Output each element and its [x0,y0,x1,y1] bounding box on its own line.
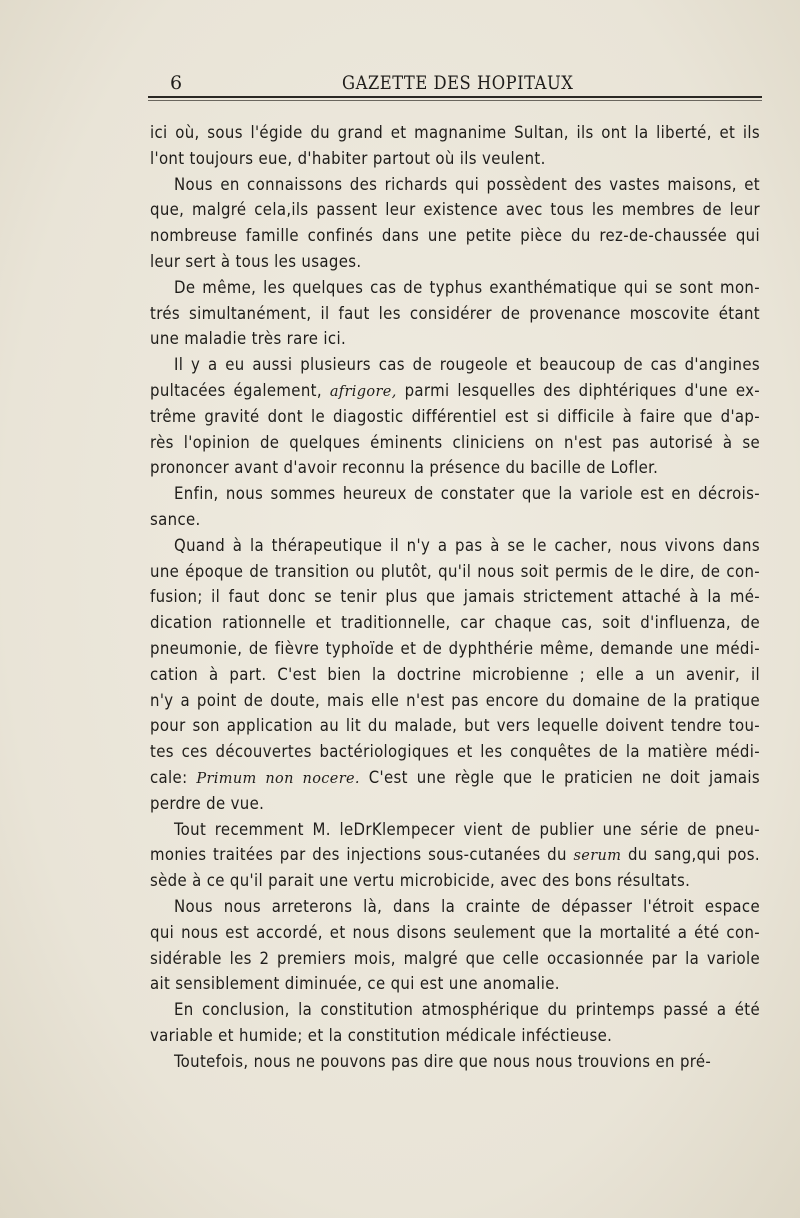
text-line: De même, les quelques cas de typhus exanthématique qui se sont mon- [174,277,760,297]
text-line: une époque de transition ou plutôt, qu'il nous soit permis de le dire, de con- [150,561,760,581]
text-line: leur sert à tous les usages. [150,251,362,271]
text-line: rès l'opinion de quelques éminents cliniciens on n'est pas autorisé à se [150,432,760,452]
text-line: dication rationnelle et traditionnelle, car chaque cas, soit d'influenza, de [150,613,760,633]
text-line: sède à ce qu'il parait une vertu microbicide, avec des bons résultats. [150,871,691,891]
running-title: GAZETTE DES HOPITAUX [342,72,574,94]
text-line: ici où, sous l'égide du grand et magnanime Sultan, ils ont la liberté, et ils [150,123,760,142]
text-line: Toutefois, nous ne pouvons pas dire que nous nous trouvions en pré- [174,1051,712,1071]
text-line: n'y a point de doute, mais elle n'est pas encore du domaine de la pratique [150,690,760,710]
text-line: Il y a eu aussi plusieurs cas de rougeole et beaucoup de cas d'angines [174,355,760,375]
text-line: Nous en connaissons des richards qui possèdent des vastes maisons, et [174,174,760,194]
text-line: tes ces découvertes bactériologiques et les conquêtes de la matière médi- [150,742,760,762]
text-line: pour son application au lit du malade, but vers lequelle doivent tendre tou- [150,716,760,736]
italic-term: Primum non nocere. [196,770,360,787]
text-line: Enfin, nous sommes heureux de constater que la variole est en décrois- [174,484,760,504]
text-line: nombreuse famille confinés dans une petite pièce du rez-de-chaussée qui [150,226,760,246]
text-line: une maladie très rare ici. [150,329,347,349]
page-number: 6 [170,72,183,94]
text-line: trés simultanément, il faut les considérer de provenance moscovite étant [150,303,760,323]
text-line: pultacées également, afrigore, parmi lesquelles des diphtériques d'une ex- [150,380,760,400]
text-line: fusion; il faut donc se tenir plus que jamais strictement attaché à la mé- [150,587,760,607]
text-line: qui nous est accordé, et nous disons seulement que la mortalité a été con- [150,922,760,942]
text-line: En conclusion, la constitution atmosphérique du printemps passé a été [174,1000,760,1020]
text-line: l'ont toujours eue, d'habiter partout où ils veulent. [150,148,546,168]
text-line: perdre de vue. [150,793,265,813]
text-line: Quand à la thérapeutique il n'y a pas à se le cacher, nous vivons dans [174,535,760,555]
text-line: variable et humide; et la constitution médicale inféctieuse. [150,1025,613,1045]
text-line: cale: Primum non nocere. C'est une règle que le praticien ne doit jamais [150,767,760,787]
article-body [150,120,760,1074]
text-line: sidérable les 2 premiers mois, malgré que celle occasionnée par la variole [150,948,760,968]
text-line: monies traitées par des injections sous-cutanées du serum du sang,qui pos. [150,845,760,865]
text-line: sance. [150,509,201,529]
italic-term: afrigore, [329,383,397,400]
text-line: que, malgré cela,ils passent leur existence avec tous les membres de leur [150,200,760,220]
text-line: trême gravité dont le diagostic différentiel est si difficile à faire que d'ap- [150,406,760,426]
text-line: ait sensiblement diminuée, ce qui est une anomalie. [150,974,560,994]
text-line: Tout recemment M. leDrKlempecer vient de publier une série de pneu- [174,819,760,839]
text-line: cation à part. C'est bien la doctrine microbienne ; elle a un avenir, il [150,664,760,684]
text-line: pneumonie, de fièvre typhoïde et de dyphthérie même, demande une médi- [150,638,760,658]
header-rule [148,96,762,98]
text-line: prononcer avant d'avoir reconnu la présence du bacille de Lofler. [150,458,659,478]
page-header [150,66,762,96]
italic-term: serum [573,848,622,865]
header-rule-thin [148,100,762,101]
text-line: Nous nous arreterons là, dans la crainte de dépasser l'étroit espace [174,896,760,916]
